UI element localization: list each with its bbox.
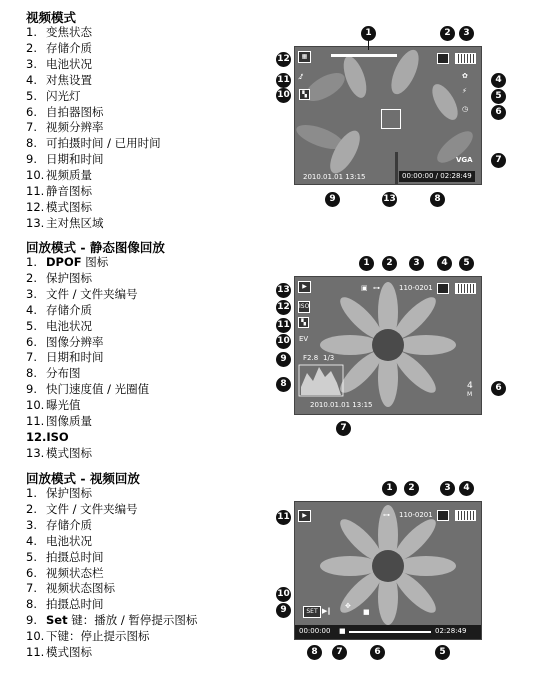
legend-text: 电池状况	[46, 318, 92, 333]
legend-text: 电池状况	[46, 56, 92, 71]
still-playback-section	[26, 240, 165, 462]
legend-text: 存储介质	[46, 40, 92, 55]
stop-hint-icon: ✥	[345, 602, 351, 610]
legend-item	[26, 398, 165, 414]
legend-item	[26, 120, 161, 136]
legend-number: 4.	[26, 302, 37, 317]
legend-item	[26, 502, 197, 518]
legend-number: 10.	[26, 168, 45, 183]
legend-number: 2.	[26, 270, 37, 285]
set-key-icon: SET	[303, 606, 321, 618]
callout-7: 7	[491, 153, 506, 168]
sd-card-icon	[437, 510, 449, 521]
video-playback-section	[26, 471, 197, 661]
exposure-value-icon: EV	[299, 335, 309, 343]
legend-number: 8.	[26, 366, 37, 381]
legend-number: 8.	[26, 136, 37, 151]
legend-text: 快门速度值 / 光圈值	[46, 382, 150, 397]
legend-item	[26, 89, 161, 105]
legend-item	[26, 57, 161, 73]
legend-text: 主对焦区域	[46, 215, 104, 230]
file-number: 110-0201	[399, 511, 433, 519]
legend-number: 1.	[26, 25, 37, 39]
video-mode-screen	[294, 46, 482, 185]
mode-icon: ▦	[298, 51, 311, 63]
legend-number: 9.	[26, 613, 37, 628]
legend-item	[26, 287, 165, 303]
focus-icon: ✿	[462, 72, 468, 80]
self-timer-icon: ◷	[462, 105, 469, 113]
legend-text: 分布图	[46, 366, 81, 381]
legend-text: 闪光灯	[46, 88, 81, 103]
callout-8: 8	[430, 192, 445, 207]
legend-text: 电池状况	[46, 533, 92, 548]
image-quality-icon: ▚	[298, 317, 309, 328]
flower-photo	[295, 277, 481, 414]
legend-number: 6.	[26, 334, 37, 349]
callout-6: 6	[370, 645, 385, 660]
legend-number: 7.	[26, 581, 37, 596]
callout-11: 11	[276, 318, 291, 333]
legend-item	[26, 581, 197, 597]
legend-list	[26, 255, 165, 462]
legend-item	[26, 629, 197, 645]
legend-number: 11.	[26, 414, 45, 429]
callout-7: 7	[332, 645, 347, 660]
legend-text: 变焦状态	[46, 25, 92, 39]
legend-item	[26, 105, 161, 121]
legend-number: 10.	[26, 629, 45, 644]
legend-item	[26, 184, 161, 200]
legend-item	[26, 446, 165, 462]
legend-text: 图像质量	[46, 414, 92, 429]
video-resolution: VGA	[456, 156, 473, 164]
dpof-icon: ▣	[361, 284, 368, 292]
legend-number: 7.	[26, 120, 37, 135]
legend-item	[26, 486, 197, 502]
legend-number: 5.	[26, 88, 37, 103]
callout-5: 5	[491, 89, 506, 104]
legend-item	[26, 550, 197, 566]
callout-8: 8	[276, 377, 291, 392]
legend-number: 6.	[26, 565, 37, 580]
legend-item	[26, 430, 165, 446]
legend-number: 3.	[26, 286, 37, 301]
legend-text: 存储介质	[46, 517, 92, 532]
legend-item	[26, 25, 161, 41]
legend-item	[26, 613, 197, 629]
legend-item	[26, 255, 165, 271]
legend-text: 静音图标	[46, 184, 92, 199]
legend-text: 对焦设置	[46, 72, 92, 87]
legend-item	[26, 366, 165, 382]
legend-text: 模式图标	[46, 645, 92, 660]
legend-number: 13.	[26, 445, 45, 460]
callout-2: 2	[440, 26, 455, 41]
legend-item	[26, 73, 161, 89]
legend-text: 下键：停止提示图标	[46, 629, 150, 644]
legend-text: 拍摄总时间	[46, 549, 104, 564]
aperture-value: F2.8	[303, 354, 319, 362]
legend-number: 12.	[26, 429, 47, 444]
callout-1: 1	[361, 26, 376, 41]
video-status-icon: ■	[339, 627, 346, 635]
callout-6: 6	[491, 105, 506, 120]
video-mode-section	[26, 10, 161, 232]
flower-photo	[295, 502, 481, 639]
focus-frame	[381, 109, 401, 129]
callout-2: 2	[404, 481, 419, 496]
legend-item	[26, 335, 165, 351]
shutter-speed-value: 1/3	[323, 354, 335, 362]
callout-10: 10	[276, 88, 291, 103]
zoom-bar	[331, 54, 397, 57]
legend-item	[26, 319, 165, 335]
legend-number: 1.	[26, 486, 37, 500]
mute-icon: ♪̸	[299, 73, 304, 81]
legend-text: 视频质量	[46, 168, 92, 183]
date-time: 2010.01.01 13:15	[310, 401, 373, 409]
legend-text: 视频分辨率	[46, 120, 104, 135]
legend-number: 12.	[26, 199, 45, 214]
callout-4: 4	[459, 481, 474, 496]
section-title: 视频模式	[26, 10, 77, 25]
legend-number: 3.	[26, 517, 37, 532]
legend-item	[26, 566, 197, 582]
legend-text: 文件 / 文件夹编号	[46, 286, 138, 301]
callout-5: 5	[459, 256, 474, 271]
legend-text: 视频状态图标	[46, 581, 115, 596]
legend-text: 图像分辨率	[46, 334, 104, 349]
callout-4: 4	[437, 256, 452, 271]
legend-number: 5.	[26, 549, 37, 564]
sd-card-icon	[437, 283, 449, 294]
callout-6: 6	[491, 381, 506, 396]
callout-1: 1	[382, 481, 397, 496]
callout-5: 5	[435, 645, 450, 660]
legend-item	[26, 271, 165, 287]
legend-keyword: Set	[46, 613, 68, 628]
legend-text: 拍摄总时间	[46, 597, 104, 612]
legend-item	[26, 645, 197, 661]
elapsed-time: 00:00:00	[299, 627, 331, 635]
callout-4: 4	[491, 73, 506, 88]
callout-10: 10	[276, 334, 291, 349]
legend-number: 8.	[26, 597, 37, 612]
battery-icon	[455, 510, 476, 521]
legend-number: 2.	[26, 501, 37, 516]
legend-text: 日期和时间	[46, 350, 104, 365]
legend-list	[26, 25, 161, 232]
callout-3: 3	[409, 256, 424, 271]
sd-card-icon	[437, 53, 449, 64]
callout-3: 3	[459, 26, 474, 41]
legend-text: 可拍摄时间 / 已用时间	[46, 136, 161, 151]
still-playback-screen	[294, 276, 482, 415]
video-quality-icon: ▚	[299, 89, 310, 100]
battery-icon	[455, 53, 476, 64]
image-resolution: 4	[467, 381, 473, 391]
legend-text: 存储介质	[46, 302, 92, 317]
legend-text: 键：播放 / 暂停提示图标	[67, 613, 198, 628]
legend-item	[26, 597, 197, 613]
legend-item	[26, 518, 197, 534]
legend-number: 11.	[26, 645, 45, 660]
legend-text: 日期和时间	[46, 152, 104, 167]
legend-text: 曝光值	[46, 398, 81, 413]
legend-text: 模式图标	[46, 199, 92, 214]
legend-number: 1.	[26, 255, 37, 269]
legend-number: 6.	[26, 104, 37, 119]
legend-number: 3.	[26, 56, 37, 71]
time-counter: 00:00:00 / 02:28:49	[399, 171, 475, 182]
battery-icon	[455, 283, 476, 294]
legend-keyword: DPOF	[46, 255, 82, 269]
callout-9: 9	[325, 192, 340, 207]
stop-icon: ■	[363, 608, 370, 616]
legend-number: 4.	[26, 72, 37, 87]
image-resolution-unit: M	[467, 391, 473, 398]
legend-number: 7.	[26, 350, 37, 365]
legend-item	[26, 136, 161, 152]
callout-10: 10	[276, 587, 291, 602]
callout-8: 8	[307, 645, 322, 660]
callout-12: 12	[276, 300, 291, 315]
legend-item	[26, 350, 165, 366]
callout-13: 13	[382, 192, 397, 207]
legend-number: 11.	[26, 184, 45, 199]
callout-3: 3	[440, 481, 455, 496]
legend-item	[26, 41, 161, 57]
iso-icon: ISO	[298, 301, 310, 313]
legend-text: 保护图标	[46, 486, 92, 500]
legend-item	[26, 216, 161, 232]
legend-text: 模式图标	[46, 445, 92, 460]
legend-text: 视频状态栏	[46, 565, 104, 580]
section-title: 回放模式 - 静态图像回放	[26, 240, 165, 255]
callout-12: 12	[276, 52, 291, 67]
legend-text: 保护图标	[46, 270, 92, 285]
video-progress-bar	[349, 631, 431, 633]
legend-text: 自拍器图标	[46, 104, 104, 119]
legend-number: 5.	[26, 318, 37, 333]
callout-9: 9	[276, 352, 291, 367]
legend-text: 图标	[81, 255, 109, 269]
legend-number: 4.	[26, 533, 37, 548]
legend-number: 2.	[26, 40, 37, 55]
mode-icon: ▶	[298, 281, 311, 293]
legend-number: 13.	[26, 215, 45, 230]
legend-list	[26, 486, 197, 661]
section-title: 回放模式 - 视频回放	[26, 471, 140, 486]
callout-7: 7	[336, 421, 351, 436]
legend-item	[26, 414, 165, 430]
legend-item	[26, 200, 161, 216]
date-time: 2010.01.01 13:15	[303, 173, 366, 181]
legend-item	[26, 168, 161, 184]
video-playback-screen	[294, 501, 482, 640]
callout-11: 11	[276, 73, 291, 88]
total-time: 02:28:49	[435, 627, 467, 635]
legend-number: 9.	[26, 152, 37, 167]
callout-13: 13	[276, 283, 291, 298]
protect-icon: ⊶	[373, 284, 380, 292]
callout-11: 11	[276, 510, 291, 525]
protect-icon: ⊶	[383, 511, 390, 519]
legend-item	[26, 382, 165, 398]
callout-9: 9	[276, 603, 291, 618]
callout-2: 2	[382, 256, 397, 271]
mode-icon: ▶	[298, 510, 311, 522]
legend-number: 10.	[26, 398, 45, 413]
file-number: 110-0201	[399, 284, 433, 292]
callout-1: 1	[359, 256, 374, 271]
legend-text: 文件 / 文件夹编号	[46, 501, 138, 516]
legend-item	[26, 303, 165, 319]
flash-icon: ⚡	[462, 87, 467, 95]
legend-text: ISO	[46, 429, 69, 444]
legend-item	[26, 152, 161, 168]
legend-number: 9.	[26, 382, 37, 397]
legend-item	[26, 534, 197, 550]
play-pause-icon: ▶‖	[322, 607, 331, 615]
